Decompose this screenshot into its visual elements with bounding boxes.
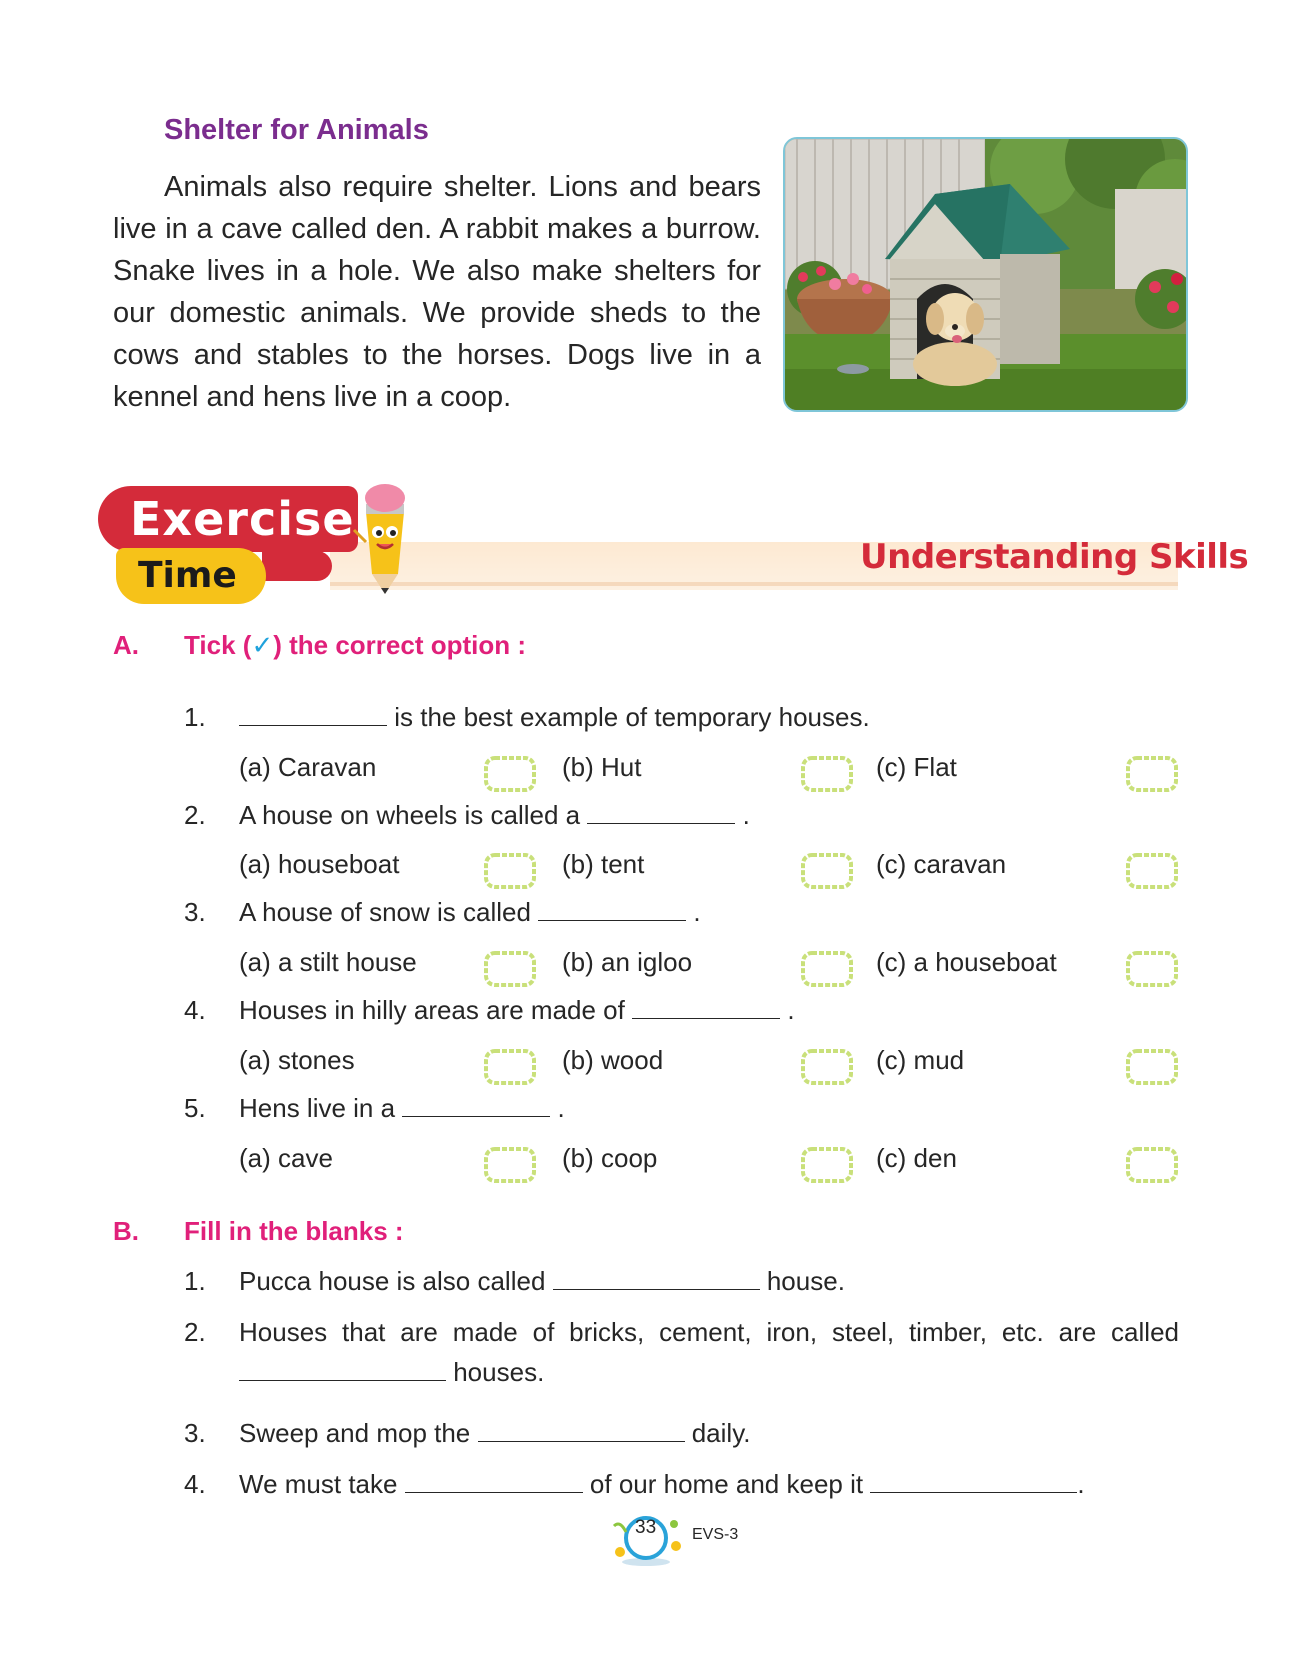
answer-blank[interactable]: [632, 996, 780, 1019]
answer-blank[interactable]: [870, 1470, 1077, 1493]
question-a3-text: [239, 897, 701, 928]
question-b4-before: We must take: [239, 1469, 405, 1499]
tick-box[interactable]: [800, 950, 854, 988]
part-b-heading: Fill in the blanks :: [184, 1216, 404, 1246]
question-b2-line2: [239, 1357, 544, 1388]
option-a2-b: (b) tent: [562, 849, 645, 879]
banner-red-tab: [262, 551, 332, 581]
question-b2-after: houses.: [446, 1357, 545, 1387]
exercise-label: Exercise: [130, 492, 355, 546]
pencil-mascot-icon: [352, 482, 418, 594]
part-a-heading-post: ) the correct option :: [273, 630, 527, 660]
answer-blank[interactable]: [538, 898, 686, 921]
question-b3-before: Sweep and mop the: [239, 1418, 478, 1448]
option-a2-c: (c) caravan: [876, 849, 1007, 879]
question-a2-after: .: [735, 800, 750, 830]
question-a4-text: [239, 995, 795, 1026]
question-a4-before: Houses in hilly areas are made of: [239, 995, 633, 1025]
question-b1-text: [239, 1266, 845, 1297]
question-a4-number: 4.: [184, 995, 206, 1025]
answer-blank[interactable]: [239, 1358, 446, 1381]
option-a5-c: (c) den: [876, 1143, 957, 1173]
section-title: Shelter for Animals: [164, 114, 429, 146]
option-a1-c: (c) Flat: [876, 752, 957, 782]
question-a1-text: [239, 702, 870, 733]
question-a5-text: [239, 1093, 565, 1124]
section-paragraph: [113, 166, 761, 418]
question-b1-after: house.: [759, 1266, 845, 1296]
question-b4-number: 4.: [184, 1469, 206, 1499]
question-b4-after: .: [1077, 1469, 1085, 1499]
question-a2-before: A house on wheels is called a: [239, 800, 588, 830]
question-b3-text: [239, 1418, 751, 1449]
question-b2-line1: Houses that are made of bricks, cement, iron, steel, timber, etc. are called: [239, 1317, 1179, 1347]
option-a4-c: (c) mud: [876, 1045, 965, 1075]
question-b4-text: [239, 1469, 1085, 1500]
book-code: EVS-3: [692, 1526, 739, 1543]
question-a1-after: is the best example of temporary houses.: [387, 702, 870, 732]
option-a4-b: (b) wood: [562, 1045, 664, 1075]
time-label: Time: [138, 555, 237, 596]
answer-blank[interactable]: [587, 801, 735, 824]
question-b4-middle: of our home and keep it: [582, 1469, 871, 1499]
page-number: 33: [635, 1517, 657, 1538]
question-b1-number: 1.: [184, 1266, 206, 1296]
question-a2-text: [239, 800, 750, 831]
question-a5-after: .: [550, 1093, 565, 1123]
question-b3-number: 3.: [184, 1418, 206, 1448]
answer-blank[interactable]: [239, 703, 387, 726]
option-a5-b: (b) coop: [562, 1143, 658, 1173]
option-a2-a: (a) houseboat: [239, 849, 400, 879]
question-b1-before: Pucca house is also called: [239, 1266, 553, 1296]
question-a3-number: 3.: [184, 897, 206, 927]
tick-box[interactable]: [483, 1048, 537, 1086]
tick-box[interactable]: [1125, 755, 1179, 793]
option-a3-c: (c) a houseboat: [876, 947, 1057, 977]
tick-box[interactable]: [1125, 950, 1179, 988]
tick-box[interactable]: [483, 1146, 537, 1184]
part-a-heading: [184, 630, 526, 661]
kennel-illustration: [785, 139, 1188, 412]
banner-underline: [330, 582, 1178, 586]
tick-box[interactable]: [483, 852, 537, 890]
dog-kennel-photo: [783, 137, 1188, 412]
question-b3-after: daily.: [684, 1418, 751, 1448]
tick-box[interactable]: [483, 755, 537, 793]
part-b-letter: B.: [113, 1216, 139, 1246]
part-a-letter: A.: [113, 630, 139, 660]
option-a4-a: (a) stones: [239, 1045, 355, 1075]
tick-box[interactable]: [1125, 1048, 1179, 1086]
answer-blank[interactable]: [402, 1094, 550, 1117]
question-a5-before: Hens live in a: [239, 1093, 403, 1123]
understanding-skills-label: Understanding Skills: [860, 537, 1249, 577]
question-a2-number: 2.: [184, 800, 206, 830]
tick-mark-icon: ✓: [251, 630, 274, 660]
tick-box[interactable]: [800, 852, 854, 890]
question-a4-after: .: [780, 995, 795, 1025]
option-a5-a: (a) cave: [239, 1143, 333, 1173]
question-b2-number: 2.: [184, 1317, 206, 1347]
tick-box[interactable]: [483, 950, 537, 988]
option-a3-a: (a) a stilt house: [239, 947, 417, 977]
question-a3-after: .: [686, 897, 701, 927]
paragraph-text: Animals also require shelter. Lions and bears live in a cave called den. A rabbit makes a burrow. Snake lives in a hole. We also make shelters for our domestic animals. We provide sheds to the cows and stables to the horses. Dogs live in a kennel and hens live in a coop.: [113, 171, 761, 413]
answer-blank[interactable]: [553, 1267, 760, 1290]
option-a3-b: (b) an igloo: [562, 947, 693, 977]
question-a3-before: A house of snow is called: [239, 897, 539, 927]
question-a5-number: 5.: [184, 1093, 206, 1123]
tick-box[interactable]: [800, 755, 854, 793]
tick-box[interactable]: [800, 1048, 854, 1086]
answer-blank[interactable]: [478, 1419, 685, 1442]
question-a1-number: 1.: [184, 702, 206, 732]
part-a-heading-pre: Tick (: [184, 630, 252, 660]
tick-box[interactable]: [800, 1146, 854, 1184]
answer-blank[interactable]: [405, 1470, 583, 1493]
option-a1-a: (a) Caravan: [239, 752, 377, 782]
option-a1-b: (b) Hut: [562, 752, 642, 782]
tick-box[interactable]: [1125, 852, 1179, 890]
tick-box[interactable]: [1125, 1146, 1179, 1184]
